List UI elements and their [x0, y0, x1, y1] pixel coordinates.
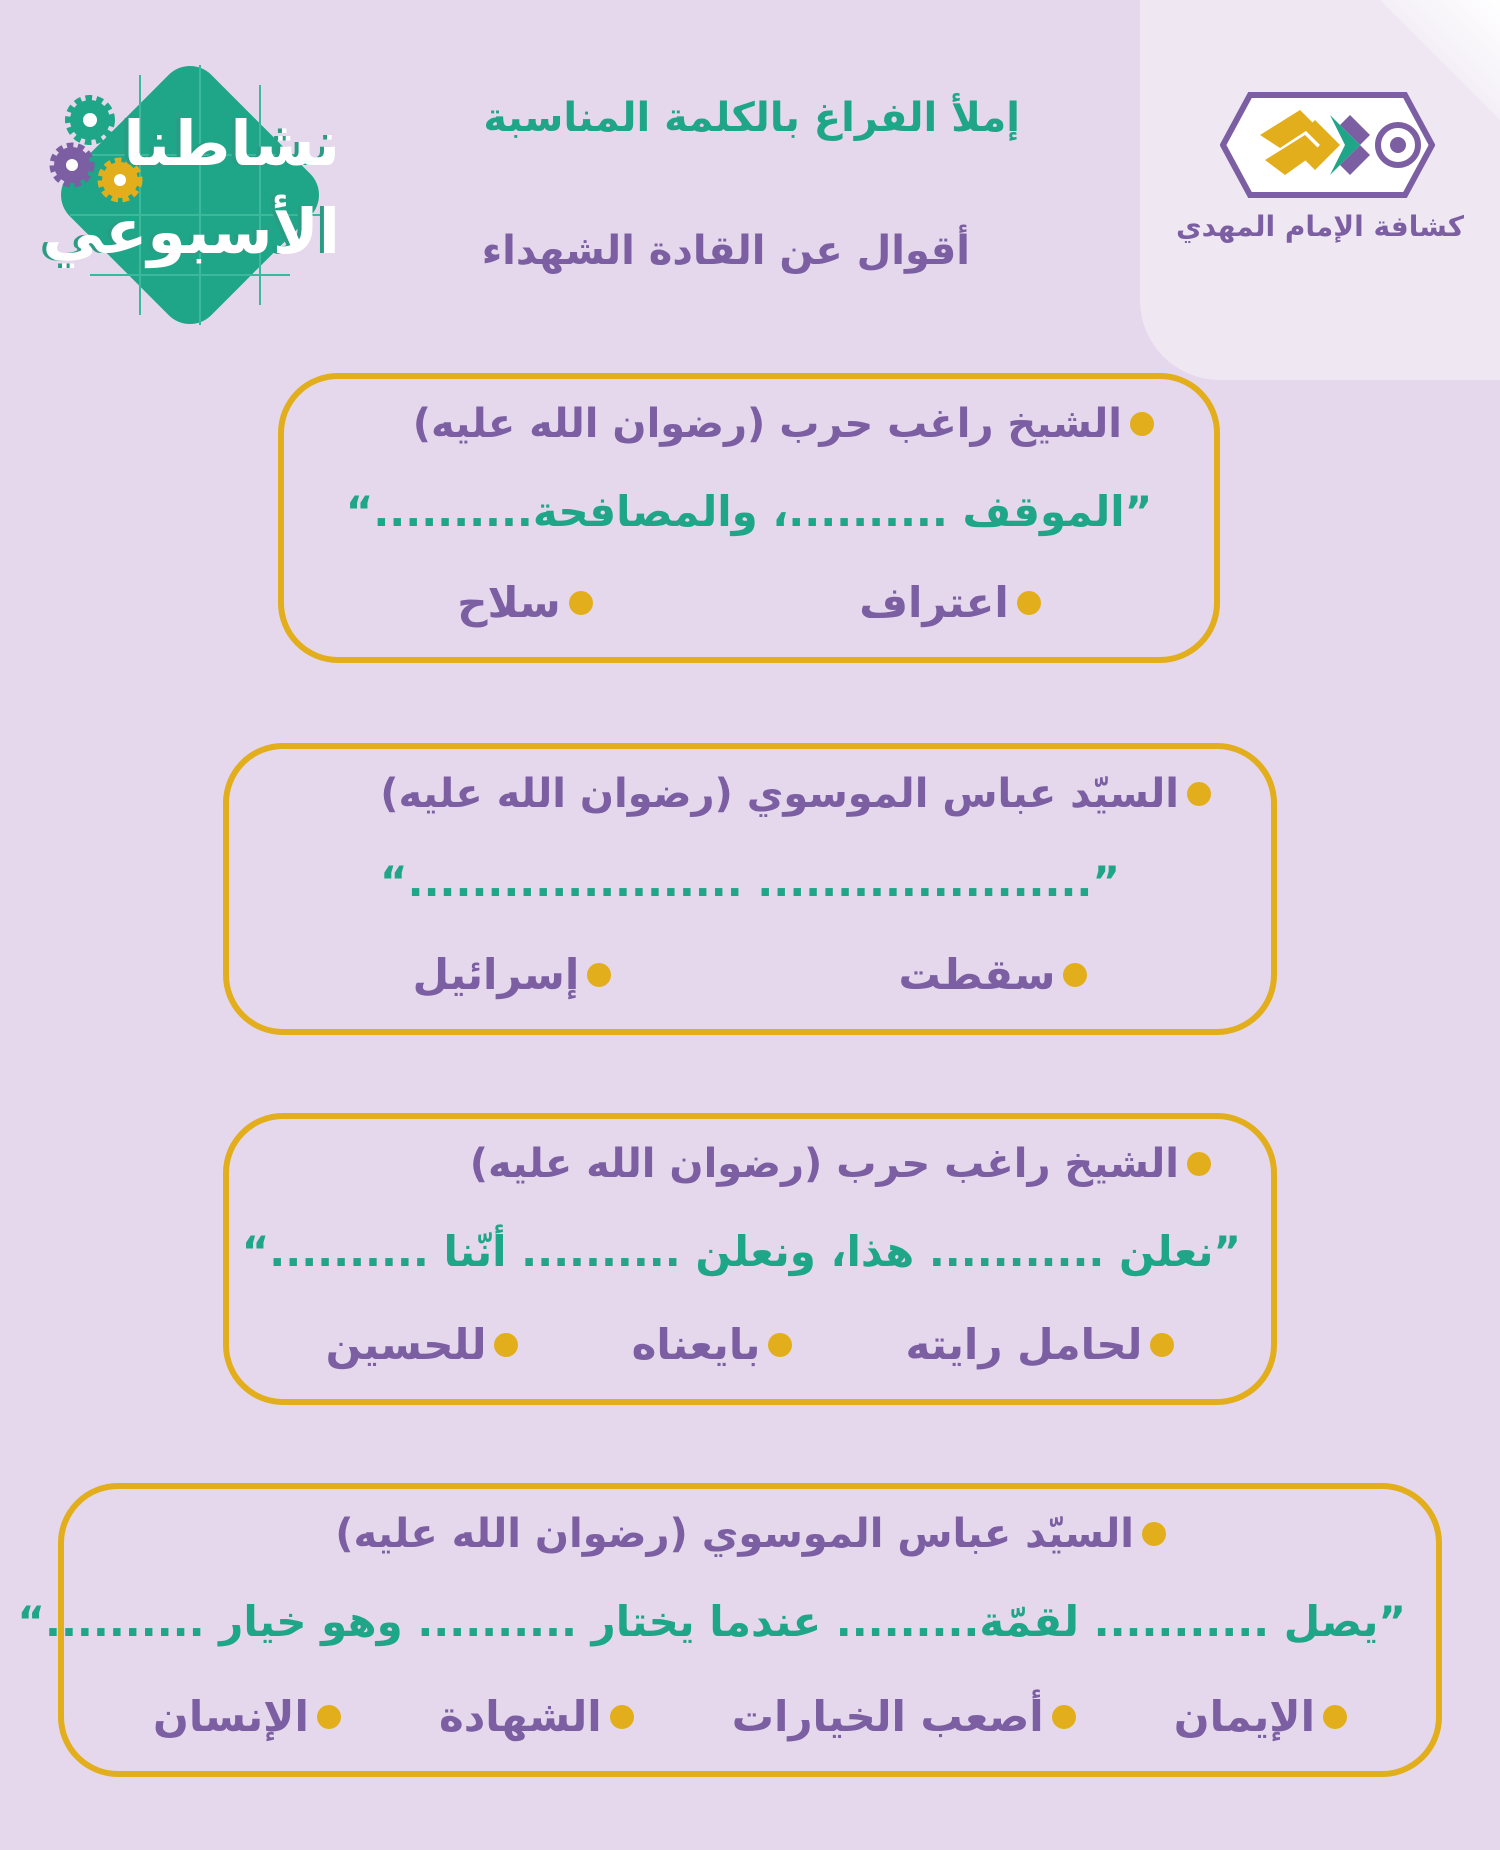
quote-blank: ”الموقف ..........، والمصافحة..........“	[345, 487, 1153, 536]
option-label: إسرائيل	[412, 950, 580, 999]
option[interactable]	[326, 1320, 519, 1369]
bullet-icon	[1017, 591, 1041, 615]
option-label: الإيمان	[1173, 1692, 1315, 1741]
bullet-icon	[1063, 963, 1087, 987]
speaker	[269, 771, 1211, 817]
option[interactable]	[1174, 1692, 1347, 1741]
bullet-icon	[587, 963, 611, 987]
speaker	[324, 401, 1154, 447]
badge-line-2: الأسبوعي	[42, 195, 340, 268]
option-label: أصعب الخيارات	[731, 1692, 1044, 1741]
badge-line-1: نشاطنا	[123, 107, 340, 180]
option[interactable]	[153, 1692, 341, 1741]
quote-blank: ”نعلن ........... هذا، ونعلن .......... أنّنا ..........“	[241, 1227, 1241, 1276]
speaker-name: السيّد عباس الموسوي (رضوان الله عليه)	[380, 771, 1179, 817]
option-label: اعتراف	[859, 578, 1009, 627]
option[interactable]	[859, 578, 1041, 627]
answer-options	[269, 1320, 1231, 1369]
quote-card-1	[278, 373, 1220, 663]
option-label: لحامل رايته	[905, 1320, 1143, 1369]
speaker	[269, 1141, 1211, 1187]
option-label: للحسين	[325, 1320, 487, 1369]
answer-options	[104, 1692, 1396, 1741]
bullet-icon	[317, 1705, 341, 1729]
option[interactable]	[413, 950, 612, 999]
option[interactable]	[906, 1320, 1175, 1369]
option[interactable]	[898, 950, 1087, 999]
page-title: إملأ الفراغ بالكلمة المناسبة	[483, 95, 1020, 141]
option[interactable]	[732, 1692, 1076, 1741]
quote-card-4	[17, 1483, 1442, 1777]
speaker	[104, 1511, 1166, 1557]
page-subtitle: أقوال عن القادة الشهداء	[481, 228, 970, 274]
answer-options	[324, 578, 1174, 627]
bullet-icon	[1187, 782, 1211, 806]
option-label: الإنسان	[153, 1692, 309, 1741]
quote-blank: ”..................... .....................“	[380, 857, 1120, 906]
bullet-icon	[1150, 1333, 1174, 1357]
speaker-name: السيّد عباس الموسوي (رضوان الله عليه)	[335, 1511, 1134, 1557]
bullet-icon	[1187, 1152, 1211, 1176]
option-label: سقطت	[898, 950, 1056, 999]
speaker-name: الشيخ راغب حرب (رضوان الله عليه)	[469, 1141, 1179, 1187]
logo-text: كشافة الإمام المهدي	[1175, 210, 1465, 243]
bullet-icon	[494, 1333, 518, 1357]
option-label: بايعناه	[631, 1320, 761, 1369]
option[interactable]	[439, 1692, 634, 1741]
bullet-icon	[569, 591, 593, 615]
quote-card-3	[223, 1113, 1277, 1405]
quote-card-2	[223, 743, 1277, 1035]
option-label: الشهادة	[438, 1692, 602, 1741]
scouts-logo-icon	[1220, 90, 1435, 200]
quote-blank: ”يصل ........... لقمّة......... عندما يختار .......... وهو خيار ..........“	[17, 1597, 1406, 1646]
bullet-icon	[1130, 412, 1154, 436]
bullet-icon	[768, 1333, 792, 1357]
speaker-name: الشيخ راغب حرب (رضوان الله عليه)	[412, 401, 1122, 447]
bullet-icon	[1323, 1705, 1347, 1729]
option[interactable]	[632, 1320, 793, 1369]
answer-options	[269, 950, 1231, 999]
bullet-icon	[1142, 1522, 1166, 1546]
option-label: سلاح	[457, 578, 561, 627]
option[interactable]	[457, 578, 592, 627]
bullet-icon	[1052, 1705, 1076, 1729]
bullet-icon	[610, 1705, 634, 1729]
